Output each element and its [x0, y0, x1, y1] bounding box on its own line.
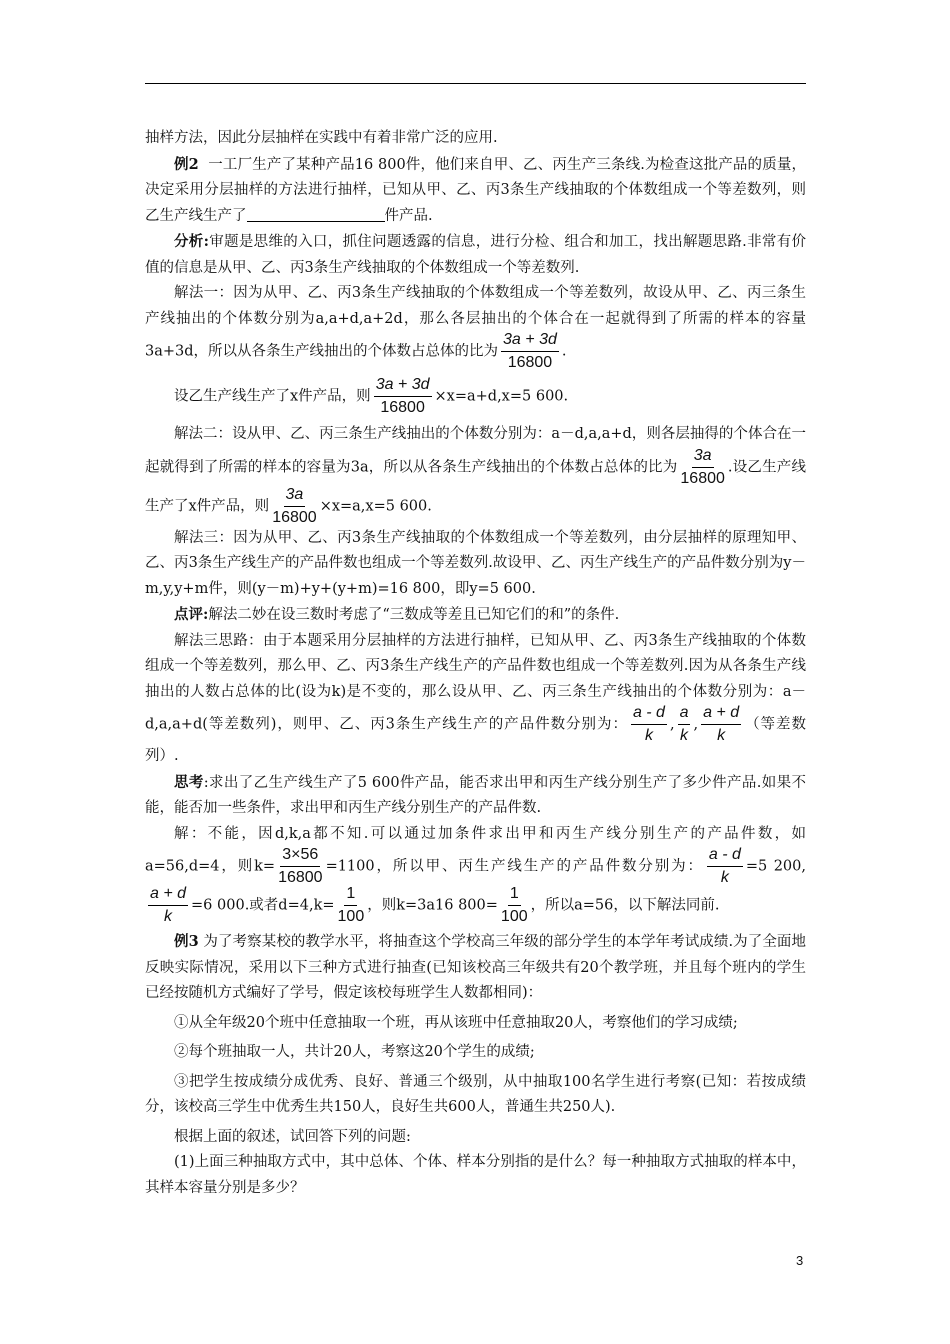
- fraction-numerator: a + d: [701, 705, 741, 725]
- fraction-denominator: 100: [337, 908, 365, 925]
- answer-text-4: =6 000.或者d=4,k=: [191, 897, 335, 914]
- fraction: [272, 487, 317, 526]
- fraction: [631, 705, 667, 744]
- fraction: [148, 886, 188, 925]
- page-number: 3: [796, 1253, 804, 1268]
- example-label: 例3: [174, 933, 199, 950]
- list-item: ③把学生按成绩分成优秀、良好、普通三个级别，从中抽取100名学生进行考察(已知：若按成绩分，该校高三学生中优秀生共150人，良好生共600人，普通生共250人).: [145, 1073, 806, 1115]
- think-label: 思考: [174, 773, 204, 791]
- fraction-numerator: 3a + 3d: [501, 332, 559, 352]
- solution-1-line-2-end: ×x=a+d,x=5 600.: [434, 388, 569, 405]
- fraction-denominator: 16800: [380, 399, 425, 416]
- comment-label: 点评:: [174, 606, 209, 623]
- fraction-denominator: 16800: [278, 869, 323, 886]
- example-text-end: 件产品.: [384, 207, 433, 224]
- answer-text-2: =1100，所以甲、丙生产线生产的产品件数分别为：: [325, 858, 704, 875]
- solution-1-line-2: [145, 377, 806, 416]
- solution-2-text: 解法二：设从甲、乙、丙三条生产线抽出的个体数分别为：a－d,a,a+d，则各层抽得的个体合在一起就得到了所需的样本的容量为3a，所以从各条生产线抽出的个体数占总体的比为: [145, 426, 806, 475]
- analysis: [145, 229, 806, 281]
- question-intro: 根据上面的叙述，试回答下列的问题:: [174, 1128, 411, 1145]
- fraction-denominator: k: [720, 869, 729, 886]
- solution-1-text: 解法一：因为从甲、乙、丙3条生产线抽取的个体数组成一个等差数列，故设从甲、乙、丙三条生产线抽出的个体数分别为a,a+d,a+2d，那么各层抽出的个体合在一起就得到了所需的样本的容量3a+3d，所以从各条生产线抽出的个体数占总体的比为: [145, 285, 806, 360]
- analysis-label: 分析:: [174, 233, 209, 250]
- paragraph: 抽样方法，因此分层抽样在实践中有着非常广泛的应用.: [145, 130, 498, 146]
- fraction-numerator: a + d: [148, 886, 188, 906]
- fraction-numerator: 1: [508, 886, 521, 906]
- think: [145, 770, 806, 822]
- fraction: [374, 377, 432, 416]
- example-text: 一工厂生产了某种产品16 800件，他们来自甲、乙、丙生产三条线.为检查这批产品的质量，决定采用分层抽样的方法进行抽样，已知从甲、乙、丙3条生产线抽取的个体数组成一个等差数列，则乙生产线生产了: [145, 156, 807, 224]
- fraction-denominator: 16800: [680, 469, 725, 487]
- fraction-denominator: k: [644, 727, 653, 744]
- example-text: 为了考察某校的教学水平，将抽查这个学校高三年级的部分学生的本学年考试成绩.为了全面地反映实际情况，采用以下三种方式进行抽查(已知该校高三年级共有20个教学班，并且每个班内的学生已经按随机方式编好了学号，假定该校每班学生人数都相同)：: [145, 934, 807, 1001]
- fraction-numerator: 3×56: [280, 847, 320, 867]
- fraction: [678, 705, 691, 744]
- question-1: (1)上面三种抽取方式中，其中总体、个体、样本分别指的是什么？每一种抽取方式抽取的样本中，其样本容量分别是多少？: [145, 1154, 806, 1196]
- fraction-denominator: k: [164, 908, 173, 925]
- fraction-denominator: k: [717, 727, 726, 744]
- list-item: ①从全年级20个班中任意抽取一个班，再从该班中任意抽取20人，考察他们的学习成绩;: [174, 1014, 738, 1031]
- fraction: [278, 847, 323, 886]
- answer-text-3: =5 200,: [745, 858, 806, 875]
- example-2: [145, 152, 806, 230]
- fraction-numerator: 1: [344, 886, 357, 906]
- example-3: [145, 929, 806, 1007]
- solution-3-idea: 解法三思路：由于本题采用分层抽样的方法进行抽样，已知从甲、乙、丙3条生产线抽取的个体数组成一个等差数列，那么甲、乙、丙3条生产线生产的产品件数也组成一个等差数列.因为从各条生产线抽出的人数占总体的比(设为k)是不变的，那么设从甲、乙、丙三条生产线抽出的个体数分别为：a－d,a,a+d(等差数列)，则甲、乙、丙3条生产线生产的产品件数分别为： $\frac{a - d}{k}$ , $\frac{a}{k}$ , $\frac{a + d}{k}$ （等差数列）.: [145, 632, 806, 764]
- think-text: :求出了乙生产线生产了5 600件产品，能否求出甲和丙生产线分别生产了多少件产品.如果不能，能否加一些条件，求出甲和丙生产线分别生产的产品件数.: [145, 774, 806, 816]
- solution-3-idea-text: 解法三思路：由于本题采用分层抽样的方法进行抽样，已知从甲、乙、丙3条生产线抽取的个体数组成一个等差数列，那么甲、乙、丙3条生产线生产的产品件数也组成一个等差数列.因为从各条生产线抽出的人数占总体的比(设为k)是不变的，那么设从甲、乙、丙三条生产线抽出的个体数分别为：a－d,a,a+d(等差数列)，则甲、乙、丙3条生产线生产的产品件数分别为：: [145, 632, 806, 733]
- solution-3-idea-end: （等差数列）.: [145, 716, 806, 764]
- fraction: [501, 332, 559, 371]
- fraction-numerator: 3a: [284, 487, 306, 507]
- fraction: [707, 847, 743, 886]
- list-item: ②每个班抽取一人，共计20人，考察这20个学生的成绩;: [174, 1044, 535, 1060]
- fraction: [338, 886, 365, 925]
- fraction: [501, 886, 528, 925]
- comment-text: 解法二妙在设三数时考虑了“三数成等差且已知它们的和”的条件.: [208, 607, 620, 623]
- answer-text: 解：不能，因d,k,a都不知.可以通过加条件求出甲和丙生产线分别生产的产品件数，如a=56,d=4，则k=: [145, 825, 806, 875]
- solution-1-line-2-text: 设乙生产线生产了x件产品，则: [174, 388, 371, 405]
- fraction-denominator: 100: [500, 908, 528, 925]
- fraction-numerator: a: [678, 705, 691, 725]
- solution-2-end: ×x=a,x=5 600.: [319, 498, 432, 514]
- solution-2: [145, 422, 806, 526]
- fraction: [680, 448, 725, 487]
- answer-text-5: ，则k=3a16 800=: [367, 897, 498, 914]
- answer-text-6: ，所以a=56，以下解法同前.: [530, 897, 720, 914]
- solution-1-end: .: [561, 343, 567, 360]
- fraction-numerator: 3a: [692, 448, 714, 468]
- fraction-numerator: a - d: [707, 847, 743, 867]
- fraction-numerator: 3a + 3d: [374, 377, 432, 397]
- solution-3: 解法三：因为从甲、乙、丙3条生产线抽取的个体数组成一个等差数列，由分层抽样的原理知甲、乙、丙3条生产线生产的产品件数也组成一个等差数列.故设甲、乙、丙生产线生产的产品件数分别为y－m,y,y+m件，则(y－m)+y+(y+m)=16 800，即y=5 600.: [145, 529, 806, 597]
- fraction-denominator: 16800: [507, 354, 553, 371]
- header-rule: [145, 83, 806, 84]
- fraction-numerator: a - d: [631, 705, 667, 725]
- fraction-denominator: k: [680, 727, 689, 744]
- answer: [145, 822, 806, 926]
- analysis-text: 审题是思维的入口，抓住问题透露的信息，进行分检、组合和加工，找出解题思路.非常有价值的信息是从甲、乙、丙3条生产线抽取的个体数组成一个等差数列.: [145, 234, 806, 276]
- document-body: [145, 126, 806, 1201]
- answer-blank: [247, 207, 385, 222]
- solution-2-mid: .设乙生产线生产了x件产品，则: [145, 459, 806, 514]
- fraction: [701, 705, 741, 744]
- solution-1: [145, 281, 806, 371]
- comment: [145, 602, 806, 629]
- example-label: 例2: [174, 155, 199, 173]
- fraction-denominator: 16800: [272, 508, 317, 526]
